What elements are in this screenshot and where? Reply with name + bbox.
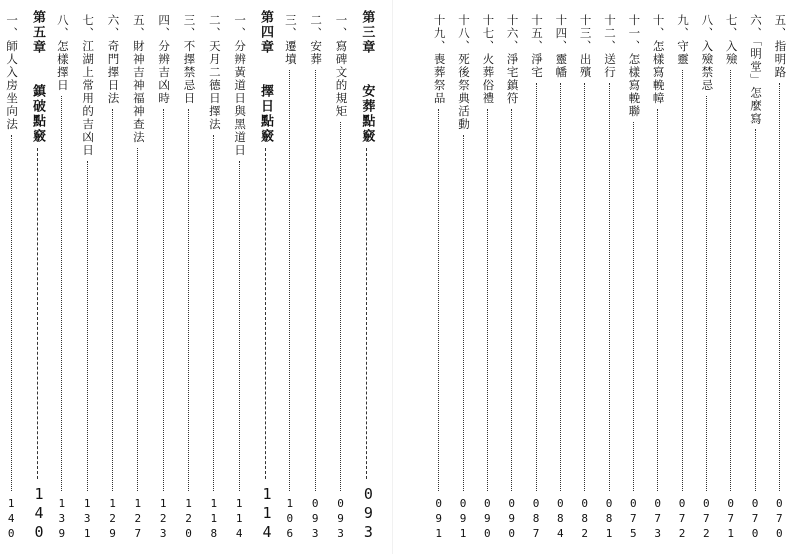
page-number: 093 [334,497,347,542]
leader-dots [706,96,707,491]
page-number: 082 [578,497,592,542]
page-number: 071 [724,497,738,542]
toc-entry [82,0,98,554]
entry-title: 十、怎樣寫輓幛 [651,14,666,105]
toc-entry [107,0,123,554]
toc-chapter-heading [360,0,376,554]
toc-entry [433,0,449,554]
page-number: 090 [480,497,494,542]
leader-dots [584,83,585,491]
toc-entry [604,0,620,554]
toc-entry [208,0,224,554]
page-number: 129 [106,497,119,542]
toc-chapter-heading [31,0,47,554]
chapter-name: 擇日點竅 [258,84,273,144]
leader-dots [11,135,12,491]
page-number: 091 [432,497,446,542]
entry-title: 三、遷墳 [283,14,298,66]
page-number: 106 [283,497,297,542]
toc-entry [56,0,72,554]
entry-title: 一、寫碑文的規矩 [334,14,349,118]
chapter-label: 第五章 [30,10,45,55]
leader-dots [609,83,610,491]
toc-entry [234,0,250,554]
entry-title: 二、天月二德日擇法 [207,14,222,131]
entry-title: 六、奇門擇日法 [106,14,121,105]
entry-title: 三、不擇禁忌日 [182,14,197,105]
page-number: 072 [699,497,713,542]
toc-entry [652,0,668,554]
leader-dots [239,161,240,491]
page-number: 091 [456,497,470,542]
toc-entry [701,0,717,554]
page-number: 087 [529,497,543,542]
entry-title: 九、守靈 [676,14,690,66]
toc-entry [183,0,199,554]
leader-dots [315,70,316,491]
leader-dots [289,70,290,491]
entry-title: 八、怎樣擇日 [55,14,70,92]
leader-dots [536,83,537,491]
entry-title: 一、分辨黃道日與黑道日 [233,14,248,157]
toc-entry [458,0,474,554]
toc-entry [335,0,351,554]
entry-title: 八、入殮禁忌 [700,14,715,92]
leader-dots [87,161,88,491]
entry-title: 十三、出殯 [578,14,593,79]
toc-chapter-heading [259,0,275,554]
toc-entry [750,0,766,554]
page-number: 114 [232,497,246,542]
left-page-toc [0,0,380,554]
page-number: 070 [748,497,762,542]
page-number: 070 [772,497,786,542]
entry-title: 七、江湖上常用的吉凶日 [81,14,96,157]
page-number: 073 [651,497,665,542]
page-number: 140 [4,497,18,542]
toc-entry [579,0,595,554]
chapter-label: 第四章 [258,10,273,55]
chapter-title [259,10,272,144]
page-number: 072 [675,497,689,542]
toc-entry [725,0,741,554]
page-number: 075 [626,497,640,542]
chapter-name: 鎮破點竅 [30,84,45,144]
toc-entry [628,0,644,554]
entry-title: 十七、火葬俗禮 [481,14,496,105]
chapter-name: 安葬點竅 [359,84,375,144]
right-page-toc [428,0,793,554]
toc-entry [506,0,522,554]
leader-dots [213,135,214,491]
entry-title: 七、入殮 [724,14,739,66]
toc-entry [310,0,326,554]
toc-entry [482,0,498,554]
entry-title: 五、指明路 [773,14,788,79]
page-gutter [392,0,393,554]
entry-title: 十六、淨宅鎮符 [505,14,520,105]
page-number: 084 [553,497,567,542]
toc-entry [132,0,148,554]
entry-title: 二、安葬 [309,14,324,66]
page-number: 093 [308,497,322,542]
entry-title: 十八、死後祭典活動 [457,14,471,131]
entry-title: 十四、靈幡 [554,14,569,79]
leader-dots [682,70,683,491]
entry-title: 四、分辨吉凶時 [157,14,172,105]
toc-entry [531,0,547,554]
page-number: 093 [359,485,378,542]
entry-title: 一、師人入房坐向法 [5,14,20,131]
leader-dots [463,135,464,491]
entry-title: 六、「明堂」怎麼寫 [749,14,763,126]
leader-dots [366,148,367,479]
leader-dots [61,96,62,491]
leader-dots [730,70,731,491]
page-number: 131 [80,497,94,542]
entry-title: 十二、送行 [603,14,617,79]
toc-entry [677,0,693,554]
leader-dots [779,83,780,491]
leader-dots [657,109,658,491]
page-number: 118 [207,497,221,542]
leader-dots [633,122,634,491]
page-number: 127 [131,497,145,542]
page-number: 081 [602,497,616,542]
toc-entry [774,0,790,554]
page-number: 114 [258,485,276,542]
leader-dots [755,129,756,491]
leader-dots [265,148,266,479]
leader-dots [511,109,512,491]
leader-dots [137,148,138,491]
leader-dots [560,83,561,491]
leader-dots [340,122,341,491]
leader-dots [37,148,38,479]
entry-title: 五、財神吉神福神查法 [131,14,146,144]
page-number: 123 [156,497,170,542]
entry-title: 十九、喪葬祭品 [432,14,447,105]
toc-entry [6,0,22,554]
toc-entry [555,0,571,554]
leader-dots [487,109,488,491]
entry-title: 十五、淨宅 [530,14,544,79]
chapter-label: 第三章 [359,10,375,55]
entry-title: 十一、怎樣寫輓聯 [627,14,642,118]
leader-dots [188,109,189,491]
leader-dots [163,109,164,491]
toc-entry [284,0,300,554]
chapter-title [31,10,44,144]
leader-dots [438,109,439,491]
page-number: 090 [505,497,519,542]
page-number: 139 [55,497,69,542]
chapter-title [360,10,373,144]
page-number: 140 [30,485,48,542]
page-number: 120 [182,497,195,542]
leader-dots [112,109,113,491]
toc-entry [158,0,174,554]
